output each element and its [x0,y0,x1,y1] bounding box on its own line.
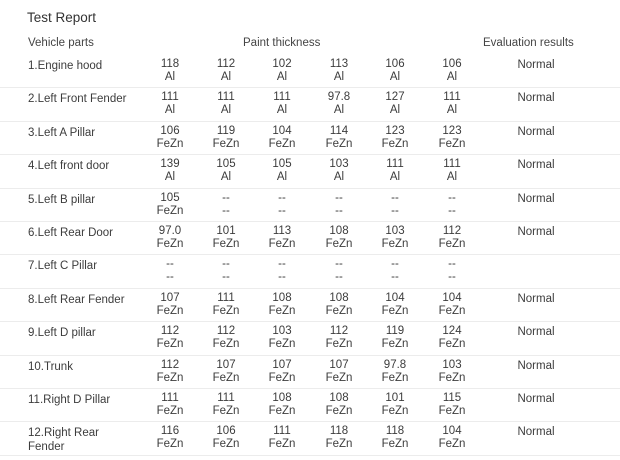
material-label: FeZn [325,404,353,417]
thickness-cell [252,125,312,151]
vehicle-parts-header: Vehicle parts [28,37,94,49]
thickness-value: 111 [161,91,179,104]
thickness-value: 108 [272,391,292,404]
material-label: FeZn [156,404,184,417]
thickness-cell [140,225,200,251]
thickness-value: 112 [329,325,349,338]
material-label: FeZn [438,338,466,351]
material-label: -- [448,271,456,284]
thickness-cell [309,325,369,351]
thickness-cell [309,392,369,418]
thickness-cell [196,392,256,418]
thickness-value: 108 [329,291,349,304]
thickness-cell [140,125,200,151]
material-label: -- [278,271,286,284]
vehicle-part-label: 7.Left C Pillar [28,260,98,273]
material-label: FeZn [325,438,353,451]
thickness-value: 124 [442,325,462,338]
paint-thickness-header: Paint thickness [243,37,321,49]
vehicle-part-label: 1.Engine hood [28,60,103,72]
thickness-value: 123 [385,124,405,137]
vehicle-part-label: 12.Right Rear Fender [28,427,99,454]
thickness-value: 103 [385,224,405,237]
evaluation-results-header: Evaluation results [483,37,574,49]
thickness-cell [422,392,482,418]
evaluation-result: Normal [517,359,555,372]
thickness-cell [309,225,369,251]
evaluation-result: Normal [517,292,555,305]
material-label: FeZn [268,237,296,250]
thickness-value: 106 [442,58,462,70]
material-label: Al [389,171,401,184]
table-row [0,122,620,155]
thickness-cell [140,192,200,218]
evaluation-result: Normal [517,426,555,439]
material-label: FeZn [268,338,296,351]
vehicle-part-label: 9.Left D pillar [28,327,96,340]
material-label: FeZn [381,237,409,250]
thickness-value: 111 [161,391,179,404]
thickness-value: 97.8 [383,358,407,371]
vehicle-part-label: 4.Left front door [28,160,110,173]
thickness-cell [422,125,482,151]
thickness-value: 108 [272,291,292,304]
material-label: FeZn [325,371,353,384]
thickness-value: 107 [272,358,292,371]
thickness-value: -- [278,258,286,271]
material-label: -- [335,204,343,217]
thickness-cell [252,158,312,184]
material-label: -- [448,204,456,217]
material-label: FeZn [381,137,409,150]
thickness-value: 102 [272,58,292,70]
material-label: Al [446,104,458,117]
thickness-cell [252,425,312,451]
table-row [0,255,620,288]
evaluation-result: Normal [517,92,555,105]
evaluation-result: Normal [517,159,555,172]
thickness-value: 104 [442,425,462,438]
thickness-cell [252,292,312,318]
material-label: Al [446,71,458,83]
evaluation-result: Normal [517,192,555,205]
thickness-value: 118 [160,58,180,70]
thickness-cell [365,392,425,418]
material-label: FeZn [156,371,184,384]
material-label: -- [335,271,343,284]
material-label: Al [220,104,232,117]
thickness-value: 111 [217,91,235,104]
table-row [0,222,620,255]
thickness-value: 111 [273,425,291,438]
thickness-value: 111 [386,158,404,171]
vehicle-part-label: 6.Left Rear Door [28,226,114,239]
thickness-value: 106 [385,58,405,70]
material-label: Al [276,104,288,117]
material-label: FeZn [156,438,184,451]
thickness-value: 123 [442,124,462,137]
thickness-value: 105 [216,158,236,171]
thickness-value: -- [278,191,286,204]
thickness-cell [309,58,369,84]
material-label: Al [446,171,458,184]
thickness-cell [196,125,256,151]
thickness-value: 103 [442,358,462,371]
thickness-cell [196,292,256,318]
material-label: -- [222,204,230,217]
material-label: Al [276,71,288,83]
thickness-cell [365,158,425,184]
material-label: FeZn [438,237,466,250]
thickness-cell [140,425,200,451]
thickness-cell [196,359,256,385]
thickness-cell [422,359,482,385]
material-label: FeZn [438,304,466,317]
thickness-value: 97.8 [327,91,351,104]
material-label: FeZn [438,137,466,150]
material-label: Al [276,171,288,184]
material-label: FeZn [381,338,409,351]
table-row [0,189,620,222]
thickness-cell [140,91,200,117]
table-row [0,55,620,88]
thickness-value: 114 [329,124,349,137]
material-label: Al [333,71,345,83]
material-label: FeZn [268,371,296,384]
table-row [0,389,620,422]
thickness-cell [422,58,482,84]
material-label: FeZn [438,438,466,451]
thickness-value: 105 [160,191,180,204]
thickness-value: -- [391,258,399,271]
material-label: -- [391,271,399,284]
thickness-cell [365,325,425,351]
table-row [0,356,620,389]
thickness-cell [365,91,425,117]
evaluation-result: Normal [517,326,555,339]
thickness-value: 113 [272,224,292,237]
thickness-value: -- [222,258,230,271]
thickness-cell [252,392,312,418]
page-title: Test Report [27,10,97,25]
thickness-value: -- [222,191,230,204]
thickness-value: -- [335,191,343,204]
thickness-cell [252,192,312,218]
thickness-value: 112 [442,224,462,237]
thickness-cell [140,325,200,351]
thickness-value: 97.0 [158,224,182,237]
thickness-value: 119 [385,325,405,338]
thickness-cell [140,392,200,418]
thickness-cell [422,91,482,117]
material-label: FeZn [438,371,466,384]
thickness-value: 118 [385,425,405,438]
material-label: FeZn [212,338,240,351]
thickness-cell [140,292,200,318]
thickness-value: 111 [443,91,461,104]
thickness-cell [365,359,425,385]
table-row [0,289,620,322]
material-label: FeZn [156,304,184,317]
thickness-cell [365,125,425,151]
vehicle-part-label: 5.Left B pillar [28,193,96,206]
thickness-cell [309,359,369,385]
material-label: -- [391,204,399,217]
thickness-cell [422,292,482,318]
material-label: FeZn [381,304,409,317]
thickness-value: 111 [217,291,235,304]
material-label: FeZn [325,137,353,150]
material-label: FeZn [156,237,184,250]
thickness-cell [365,225,425,251]
material-label: FeZn [438,404,466,417]
thickness-cell [252,225,312,251]
thickness-value: 103 [329,158,349,171]
thickness-cell [422,158,482,184]
material-label: FeZn [212,404,240,417]
material-label: FeZn [268,438,296,451]
table-row [0,88,620,121]
material-label: Al [220,171,232,184]
thickness-cell [140,258,200,284]
material-label: Al [389,104,401,117]
thickness-cell [422,258,482,284]
thickness-value: 112 [160,325,180,338]
thickness-cell [422,192,482,218]
thickness-cell [252,325,312,351]
thickness-value: -- [448,191,456,204]
material-label: FeZn [325,237,353,250]
thickness-cell [422,425,482,451]
thickness-cell [140,359,200,385]
evaluation-result: Normal [517,392,555,405]
thickness-value: 112 [216,325,236,338]
thickness-value: 111 [443,158,461,171]
material-label: FeZn [381,404,409,417]
material-label: -- [166,271,174,284]
material-label: Al [389,71,401,83]
thickness-cell [252,91,312,117]
thickness-value: 105 [272,158,292,171]
material-label: Al [333,171,345,184]
material-label: Al [164,104,176,117]
thickness-value: 119 [216,124,236,137]
material-label: Al [333,104,345,117]
thickness-value: 118 [329,425,349,438]
thickness-value: 104 [442,291,462,304]
thickness-value: -- [335,258,343,271]
thickness-value: 139 [160,158,180,171]
thickness-value: 108 [329,391,349,404]
material-label: Al [164,71,176,83]
thickness-value: 115 [442,391,462,404]
material-label: -- [222,271,230,284]
thickness-cell [309,192,369,218]
thickness-cell [196,158,256,184]
evaluation-result: Normal [517,125,555,138]
thickness-value: 103 [272,325,292,338]
material-label: FeZn [268,137,296,150]
thickness-cell [422,225,482,251]
table-row [0,322,620,355]
material-label: FeZn [156,137,184,150]
thickness-cell [309,258,369,284]
material-label: FeZn [268,404,296,417]
material-label: Al [220,71,232,83]
thickness-cell [365,292,425,318]
thickness-value: -- [448,258,456,271]
vehicle-part-label: 10.Trunk [28,360,73,373]
material-label: Al [164,171,176,184]
report-table [0,55,620,456]
thickness-value: 107 [160,291,180,304]
thickness-value: 113 [329,58,349,70]
thickness-value: 127 [385,91,405,104]
thickness-value: 106 [216,425,236,438]
thickness-value: 104 [385,291,405,304]
material-label: FeZn [381,438,409,451]
material-label: FeZn [381,371,409,384]
thickness-cell [309,292,369,318]
material-label: FeZn [212,304,240,317]
thickness-value: 101 [385,391,405,404]
thickness-value: 104 [272,124,292,137]
thickness-cell [309,158,369,184]
thickness-value: 116 [160,425,180,438]
vehicle-part-label: 11.Right D Pillar [28,393,111,406]
thickness-value: 107 [216,358,236,371]
vehicle-part-label: 3.Left A Pillar [28,126,96,139]
thickness-cell [422,325,482,351]
thickness-cell [140,58,200,84]
thickness-cell [196,258,256,284]
thickness-cell [196,58,256,84]
thickness-cell [252,258,312,284]
material-label: FeZn [212,137,240,150]
thickness-value: 107 [329,358,349,371]
table-row [0,422,620,455]
evaluation-result: Normal [517,59,555,71]
thickness-cell [140,158,200,184]
material-label: FeZn [325,338,353,351]
thickness-value: 108 [329,224,349,237]
thickness-value: 106 [160,124,180,137]
material-label: FeZn [212,237,240,250]
material-label: FeZn [212,438,240,451]
thickness-cell [196,425,256,451]
thickness-value: 112 [160,358,180,371]
thickness-value: 101 [216,224,236,237]
thickness-cell [365,192,425,218]
evaluation-result: Normal [517,225,555,238]
thickness-value: 112 [216,58,236,70]
thickness-cell [196,91,256,117]
material-label: FeZn [325,304,353,317]
material-label: FeZn [156,338,184,351]
thickness-cell [365,425,425,451]
material-label: FeZn [156,204,184,217]
vehicle-part-label: 2.Left Front Fender [28,93,127,106]
thickness-cell [309,125,369,151]
material-label: FeZn [212,371,240,384]
thickness-cell [196,325,256,351]
thickness-cell [365,58,425,84]
thickness-cell [252,359,312,385]
material-label: FeZn [268,304,296,317]
material-label: -- [278,204,286,217]
thickness-cell [309,91,369,117]
thickness-value: -- [166,258,174,271]
thickness-cell [365,258,425,284]
thickness-value: 111 [217,391,235,404]
thickness-cell [196,192,256,218]
thickness-cell [196,225,256,251]
thickness-cell [252,58,312,84]
table-row [0,155,620,188]
thickness-value: 111 [273,91,291,104]
thickness-cell [309,425,369,451]
thickness-value: -- [391,191,399,204]
vehicle-part-label: 8.Left Rear Fender [28,293,125,306]
